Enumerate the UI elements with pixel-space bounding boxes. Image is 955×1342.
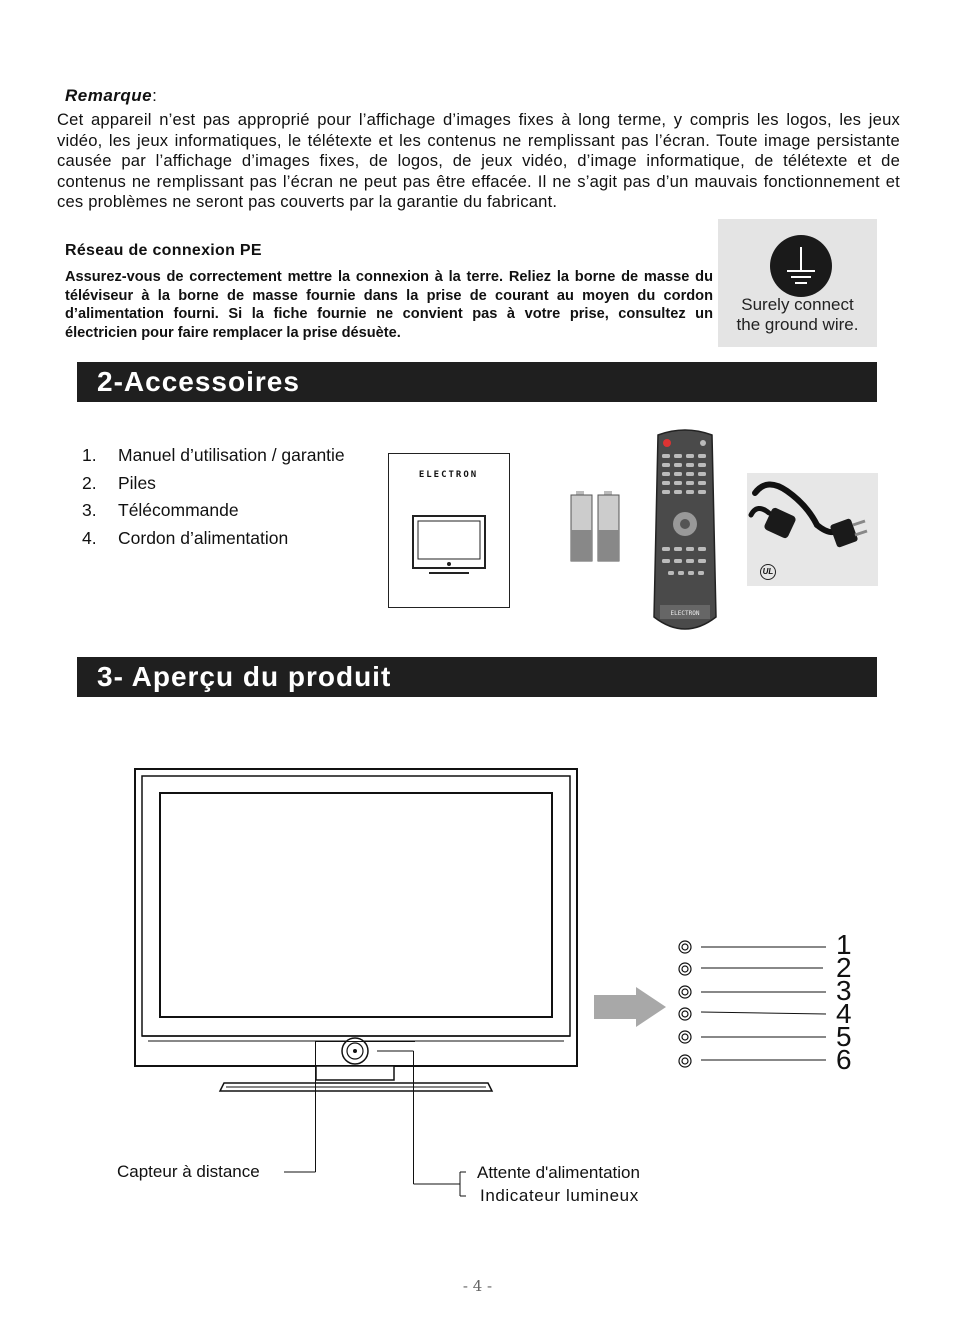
control-number: 5 bbox=[836, 1021, 852, 1052]
standby-label: Attente d'alimentation bbox=[477, 1163, 640, 1182]
control-number: 4 bbox=[836, 998, 852, 1029]
remark-body: Cet appareil n’est pas approprié pour l’affichage d’images fixes à long terme, y compris les logos, les jeux vidéo, les jeux informatiques, le télétexte et les contenus ne remplissant pas l’écran. Toute image persistante causée par l’affichage d’images fixes, de logos, de jeux vidéo, d’image informatique, de télétexte et de contenus ne remplissant pas l’écran ne peut pas être effacée. Il ne s’agit pas d’un mauvais fonctionnement et ces problèmes ne seront pas couverts par la garantie du fabricant. bbox=[57, 110, 900, 211]
tv-icon bbox=[411, 514, 487, 576]
indicator-label: Indicateur lumineux bbox=[480, 1186, 639, 1205]
remote-illustration bbox=[652, 427, 718, 635]
product-heading: 3- Aperçu du produit bbox=[77, 657, 877, 697]
ground-caption bbox=[718, 295, 877, 335]
ground-caption-line1: Surely connect bbox=[741, 295, 854, 314]
callout-lines bbox=[280, 1030, 480, 1210]
accessories-heading: 2-Accessoires bbox=[77, 362, 877, 402]
control-number: 3 bbox=[836, 975, 852, 1006]
ground-icon bbox=[770, 235, 832, 297]
control-number: 6 bbox=[836, 1044, 852, 1075]
control-number: 1 bbox=[836, 929, 852, 960]
control-number: 2 bbox=[836, 952, 852, 983]
remote-sensor-label: Capteur à distance bbox=[117, 1162, 260, 1181]
svg-text:ELECTRON: ELECTRON bbox=[670, 610, 700, 617]
pe-title: Réseau de connexion PE bbox=[65, 242, 262, 259]
page-number: - 4 - bbox=[462, 1277, 493, 1295]
remark-title: Remarque: bbox=[65, 86, 158, 105]
manual-illustration bbox=[388, 453, 510, 608]
ground-wire-illustration bbox=[718, 219, 877, 347]
batteries-illustration bbox=[569, 490, 621, 562]
power-cord-illustration bbox=[747, 473, 878, 586]
ul-mark: UL bbox=[760, 564, 776, 580]
ground-caption-line2: the ground wire. bbox=[736, 315, 859, 334]
arrow-right-icon bbox=[592, 985, 670, 1029]
pe-body: Assurez-vous de correctement mettre la connexion à la terre. Reliez la borne de masse du téléviseur à la borne de masse fournie dans la prise de courant au moyen du cordon d’alimentation fourni. Si la fiche fournie ne convient pas à votre prise, consultez un électricien pour faire remplacer la prise désuète. bbox=[65, 269, 713, 341]
side-controls-illustration bbox=[676, 938, 831, 1068]
manual-brand: ELECTRON bbox=[418, 470, 479, 480]
